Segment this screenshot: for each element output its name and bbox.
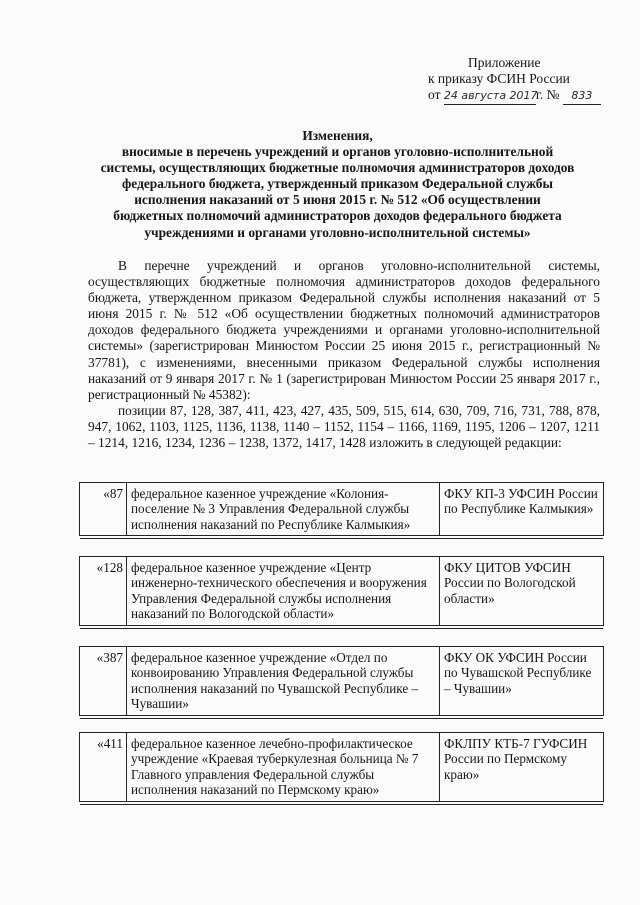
full-name-cell: федеральное казенное учреждение «Отдел по конвоированию Управления Федеральной службы исполнения наказаний по Чувашской Республике – Чувашии» bbox=[127, 647, 440, 715]
title-line: исполнения наказаний от 5 июня 2015 г. № 512 «Об осуществлении bbox=[134, 192, 541, 208]
document-body bbox=[88, 258, 600, 451]
body-paragraph-positions: позиции 87, 128, 387, 411, 423, 427, 435, 509, 515, 614, 630, 709, 716, 731, 788, 878, 947, 1062, 1103, 1125, 1136, 1138, 1140 – 1152, 1154 – 1166, 1169, 1195, 1206 – 1207, 1211 – 1214, 1216, 1234, 1236 – 1238, 1372, 1417, 1428 изложить в следующей редакции: bbox=[88, 402, 600, 451]
short-name-cell: ФКУ ЦИТОВ УФСИН России по Вологодской области» bbox=[444, 560, 576, 606]
order-date-line bbox=[428, 87, 618, 105]
table-row bbox=[80, 483, 603, 535]
entry-table-387 bbox=[79, 646, 604, 716]
position-number: «387 bbox=[80, 647, 127, 715]
date-prefix: от bbox=[428, 87, 441, 102]
title-line: вносимые в перечень учреждений и органов уголовно-исполнительной bbox=[121, 144, 554, 160]
title-line: учреждениями и органами уголовно-исполнительной системы» bbox=[144, 224, 531, 240]
handwritten-number: 833 bbox=[563, 88, 601, 105]
appendix-label: Приложение bbox=[468, 55, 541, 70]
handwritten-date: 24 августа 2017 bbox=[444, 88, 536, 105]
title-line: системы, осуществляющих бюджетные полномочия администраторов доходов bbox=[100, 160, 575, 176]
short-name-cell: ФКУ ОК УФСИН России по Чувашской Республике – Чувашии» bbox=[444, 650, 592, 696]
full-name-cell: федеральное казенное лечебно-профилактическое учреждение «Краевая туберкулезная больница № 7 Главного управления Федеральной службы исполнения наказаний по Пермскому краю» bbox=[127, 733, 440, 801]
body-paragraph: В перечне учреждений и органов уголовно-исполнительной системы, осуществляющих бюджетные полномочия администраторов доходов федерального бюджета, утвержденном приказом Федеральной службы исполнения наказаний от 5 июня 2015 г. № 512 «Об осуществлении бюджетных полномочий администраторов доходов федерального бюджета учреждениями и органами уголовно-исполнительной системы» (зарегистрирован Минюстом России 25 июня 2015 г., регистрационный № 37781), с изменениями, внесенными приказом Федеральной службы исполнения наказаний от 9 января 2017 г. № 1 (зарегистрирован Минюстом России 25 января 2017 г., регистрационный № 45382): bbox=[88, 258, 600, 402]
table-row bbox=[80, 733, 603, 801]
document-title bbox=[80, 128, 595, 241]
full-name-cell: федеральное казенное учреждение «Центр инженерно-технического обеспечения и вооружения Управления Федеральной службы исполнения наказаний по Вологодской области» bbox=[127, 557, 440, 625]
position-number: «128 bbox=[80, 557, 127, 625]
title-line: Изменения, bbox=[302, 128, 373, 143]
short-name-cell: ФКЛПУ КТБ-7 ГУФСИН России по Пермскому краю» bbox=[444, 736, 588, 782]
position-number: «411 bbox=[80, 733, 127, 801]
table-row bbox=[80, 647, 603, 715]
order-reference: к приказу ФСИН России bbox=[428, 71, 570, 86]
short-name-cell: ФКУ КП-3 УФСИН России по Республике Калмыкия» bbox=[444, 486, 598, 517]
entry-table-87 bbox=[79, 482, 604, 536]
position-number: «87 bbox=[80, 483, 127, 535]
full-name-cell: федеральное казенное учреждение «Колония-поселение № 3 Управления Федеральной службы исполнения наказаний по Республике Калмыкия» bbox=[127, 483, 440, 535]
title-line: федерального бюджета, утвержденный приказом Федеральной службы bbox=[122, 176, 553, 192]
appendix-header bbox=[428, 55, 618, 105]
entry-table-128 bbox=[79, 556, 604, 626]
entry-table-411 bbox=[79, 732, 604, 802]
number-prefix: г. № bbox=[535, 87, 560, 102]
table-row bbox=[80, 557, 603, 625]
title-line: бюджетных полномочий администраторов доходов федерального бюджета bbox=[113, 208, 562, 224]
